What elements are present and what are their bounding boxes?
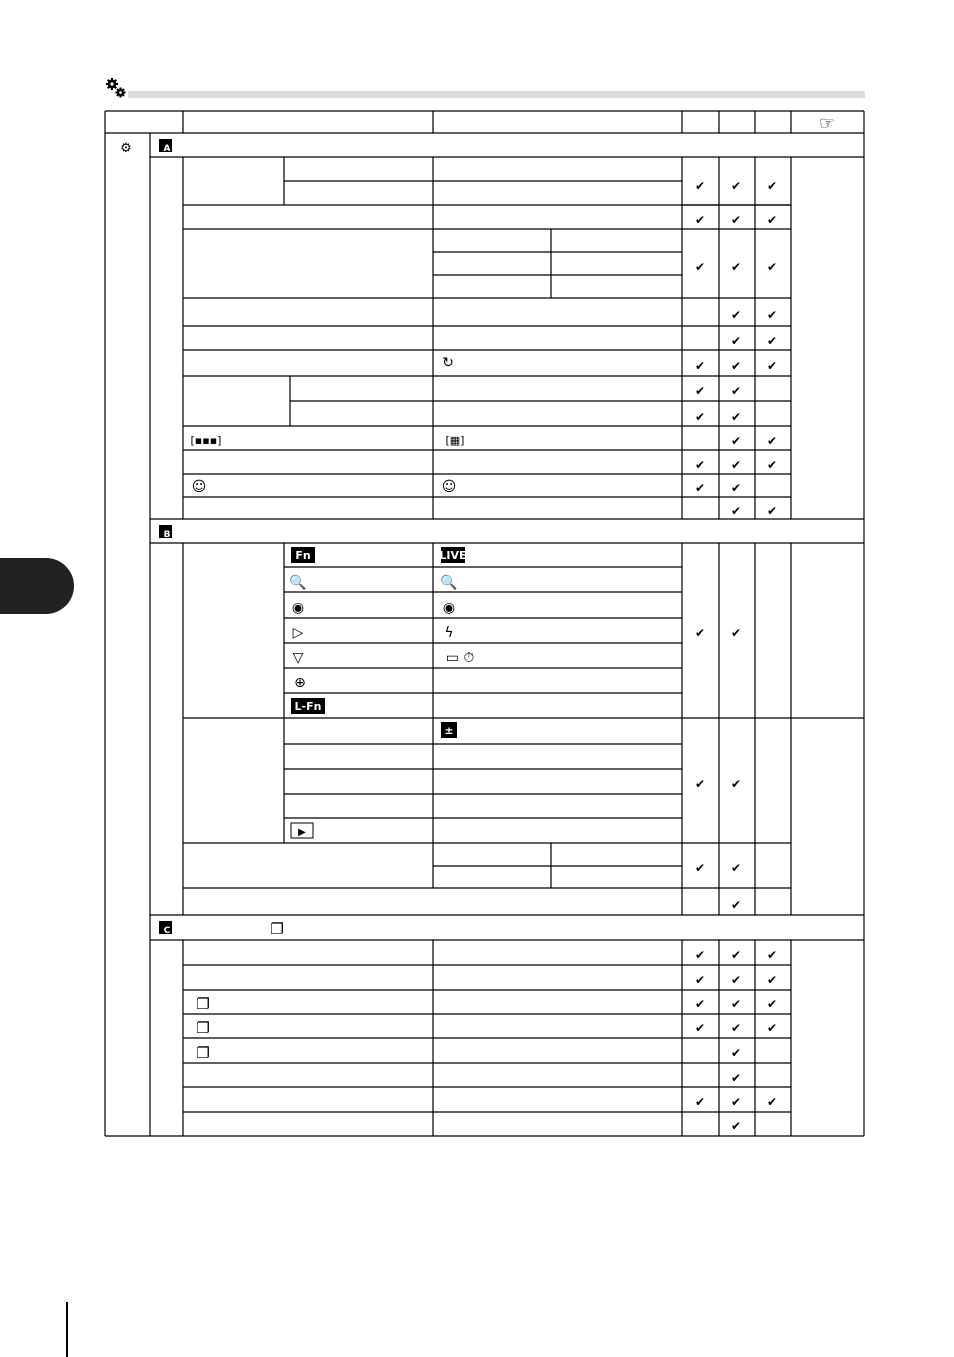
lens-fn-button-icon-text: L-Fn — [294, 700, 322, 713]
drive-selftimer-icon: ▭ ⏱ — [445, 650, 475, 666]
check-mark: ✔ — [766, 434, 778, 448]
check-mark: ✔ — [730, 973, 742, 987]
check-mark: ✔ — [730, 1046, 742, 1060]
check-mark: ✔ — [694, 948, 706, 962]
arrow-pad-icon: ⊕ — [294, 675, 306, 691]
af-target-icon: [▪▪▪] — [190, 434, 222, 447]
face-eye-priority-icon: ☺ — [441, 479, 457, 495]
check-mark: ✔ — [730, 997, 742, 1011]
check-mark: ✔ — [766, 948, 778, 962]
face-priority-icon: ☺ — [191, 479, 207, 495]
check-mark: ✔ — [766, 359, 778, 373]
check-mark: ✔ — [730, 384, 742, 398]
check-mark: ✔ — [730, 1021, 742, 1035]
check-mark: ✔ — [694, 861, 706, 875]
check-mark: ✔ — [730, 179, 742, 193]
check-mark: ✔ — [694, 777, 706, 791]
check-mark: ✔ — [730, 260, 742, 274]
check-mark: ✔ — [730, 213, 742, 227]
check-mark: ✔ — [730, 1095, 742, 1109]
magnify-icon: 🔍 — [440, 575, 458, 591]
check-mark: ✔ — [730, 861, 742, 875]
check-mark: ✔ — [694, 481, 706, 495]
check-mark: ✔ — [694, 359, 706, 373]
flash-icon: ϟ — [444, 625, 454, 641]
sequential-shooting-icon: ❐ — [196, 1044, 210, 1062]
check-mark: ✔ — [766, 458, 778, 472]
custom-menu-c-icon-letter: C — [163, 926, 171, 936]
reference-hand-icon: ☞ — [818, 113, 836, 134]
check-mark: ✔ — [694, 213, 706, 227]
check-mark: ✔ — [730, 777, 742, 791]
gear-icon: ⚙ — [120, 141, 132, 156]
check-mark: ✔ — [730, 898, 742, 912]
check-mark: ✔ — [694, 384, 706, 398]
sequential-shooting-icon: ❐ — [196, 995, 210, 1013]
custom-menu-a-icon-letter: A — [163, 144, 171, 154]
check-mark: ✔ — [730, 481, 742, 495]
rotate-icon: ↻ — [442, 355, 454, 371]
check-mark: ✔ — [730, 334, 742, 348]
check-mark: ✔ — [766, 308, 778, 322]
live-guide-icon-text: LIVE — [439, 549, 467, 562]
record-button-icon: ◉ — [291, 600, 305, 616]
custom-menu-b-icon-letter: B — [163, 530, 171, 540]
check-mark: ✔ — [766, 504, 778, 518]
check-mark: ✔ — [694, 260, 706, 274]
check-mark: ✔ — [766, 973, 778, 987]
check-mark: ✔ — [694, 997, 706, 1011]
right-arrow-button-icon: ▷ — [292, 625, 304, 641]
check-mark: ✔ — [694, 179, 706, 193]
check-mark: ✔ — [766, 260, 778, 274]
check-mark: ✔ — [766, 334, 778, 348]
check-mark: ✔ — [694, 626, 706, 640]
check-mark: ✔ — [766, 1095, 778, 1109]
check-mark: ✔ — [730, 626, 742, 640]
check-mark: ✔ — [766, 997, 778, 1011]
check-mark: ✔ — [694, 1021, 706, 1035]
check-mark: ✔ — [730, 434, 742, 448]
record-button-icon: ◉ — [442, 600, 456, 616]
check-mark: ✔ — [694, 973, 706, 987]
playback-button-icon-glyph: ▶ — [298, 827, 306, 838]
sequential-shooting-icon: ❐ — [196, 1019, 210, 1037]
sequential-shooting-icon: ❐ — [270, 920, 284, 938]
check-mark: ✔ — [694, 1095, 706, 1109]
check-mark: ✔ — [730, 1119, 742, 1133]
check-mark: ✔ — [730, 410, 742, 424]
af-all-target-icon: [▦] — [445, 434, 465, 447]
check-mark: ✔ — [766, 1021, 778, 1035]
exposure-compensation-icon-text: ± — [444, 724, 454, 737]
check-mark: ✔ — [694, 458, 706, 472]
check-mark: ✔ — [730, 458, 742, 472]
check-mark: ✔ — [730, 504, 742, 518]
fn-button-icon-text: Fn — [295, 549, 311, 562]
check-mark: ✔ — [766, 213, 778, 227]
down-arrow-button-icon: ▽ — [292, 650, 304, 666]
magnify-icon: 🔍 — [289, 575, 307, 591]
check-mark: ✔ — [730, 948, 742, 962]
check-mark: ✔ — [766, 179, 778, 193]
check-mark: ✔ — [730, 308, 742, 322]
check-mark: ✔ — [730, 1071, 742, 1085]
check-mark: ✔ — [694, 410, 706, 424]
check-mark: ✔ — [730, 359, 742, 373]
